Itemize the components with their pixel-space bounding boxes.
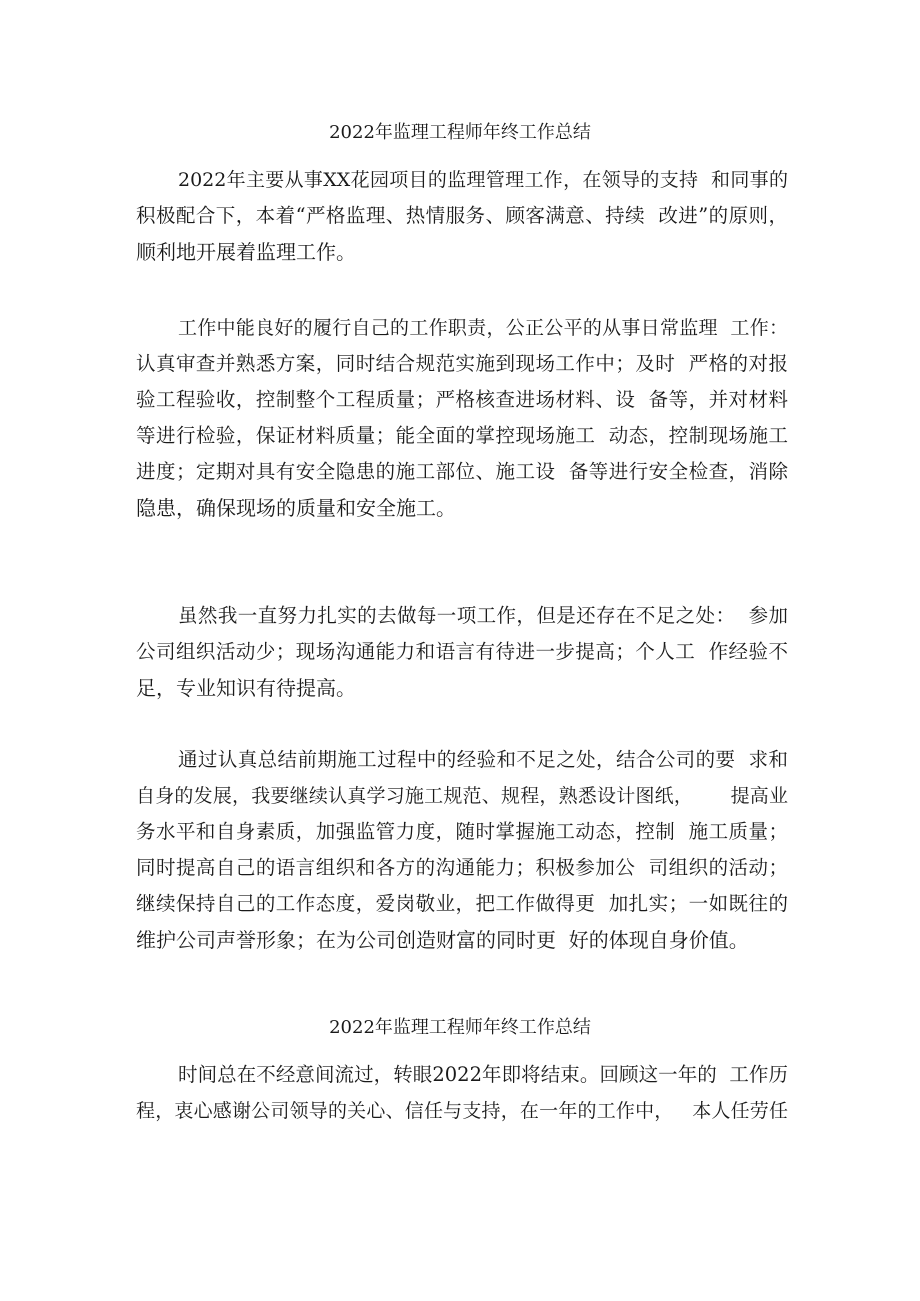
- paragraph-line: 继续保持自己的工作态度，爱岗敬业，把工作做得更 加扎实；一如既往的: [136, 892, 788, 915]
- paragraph-5: [136, 1057, 788, 1129]
- paragraph-line: 进度；定期对具有安全隐患的施工部位、施工设 备等进行安全检查，消除: [136, 460, 788, 483]
- paragraph-line: 积极配合下，本着“严格监理、热情服务、顾客满意、持续 改进”的原则，: [136, 204, 788, 227]
- paragraph-line: 公司组织活动少；现场沟通能力和语言有待进一步提高；个人工 作经验不: [136, 640, 788, 663]
- paragraph-2: [136, 310, 788, 526]
- paragraph-line: 程，衷心感谢公司领导的关心、信任与支持，在一年的工作中， 本人任劳任: [136, 1100, 788, 1122]
- section-title: 2022年监理工程师年终工作总结: [329, 1017, 591, 1038]
- paragraph-3: [136, 598, 788, 706]
- paragraph-4: [136, 742, 788, 958]
- paragraph-line: 虽然我一直努力扎实的去做每一项工作，但是还存在不足之处： 参加: [178, 604, 788, 627]
- paragraph-line: 维护公司声誉形象；在为公司创造财富的同时更 好的体现自身价值。: [136, 928, 749, 952]
- document-title: 2022年监理工程师年终工作总结: [329, 122, 591, 143]
- paragraph-line: 同时提高自己的语言组织和各方的沟通能力；积极参加公 司组织的活动；: [136, 856, 788, 879]
- paragraph-1: [136, 162, 788, 270]
- paragraph-line: 足，专业知识有待提高。: [136, 676, 356, 700]
- paragraph-line: 时间总在不经意间流过，转眼2022年即将结束。回顾这一年的 工作历: [178, 1063, 788, 1086]
- paragraph-line: 工作中能良好的履行自己的工作职责，公正公平的从事日常监理 工作：: [178, 317, 788, 339]
- paragraph-line: 等进行检验，保证材料质量；能全面的掌控现场施工 动态，控制现场施工: [136, 424, 788, 447]
- paragraph-line: 隐患，确保现场的质量和安全施工。: [136, 496, 456, 520]
- paragraph-line: 通过认真总结前期施工过程中的经验和不足之处，结合公司的要 求和: [178, 748, 788, 771]
- paragraph-line: 认真审查并熟悉方案，同时结合规范实施到现场工作中；及时 严格的对报: [136, 352, 788, 375]
- paragraph-line: 自身的发展，我要继续认真学习施工规范、规程，熟悉设计图纸， 提高业: [136, 785, 788, 807]
- paragraph-line: 顺利地开展着监理工作。: [136, 240, 356, 264]
- paragraph-line: 务水平和自身素质，加强监管力度，随时掌握施工动态，控制 施工质量；: [136, 820, 788, 843]
- paragraph-line: 验工程验收，控制整个工程质量；严格核查进场材料、设 备等，并对材料: [136, 388, 788, 411]
- paragraph-line: 2022年主要从事XX花园项目的监理管理工作，在领导的支持 和同事的: [178, 169, 788, 191]
